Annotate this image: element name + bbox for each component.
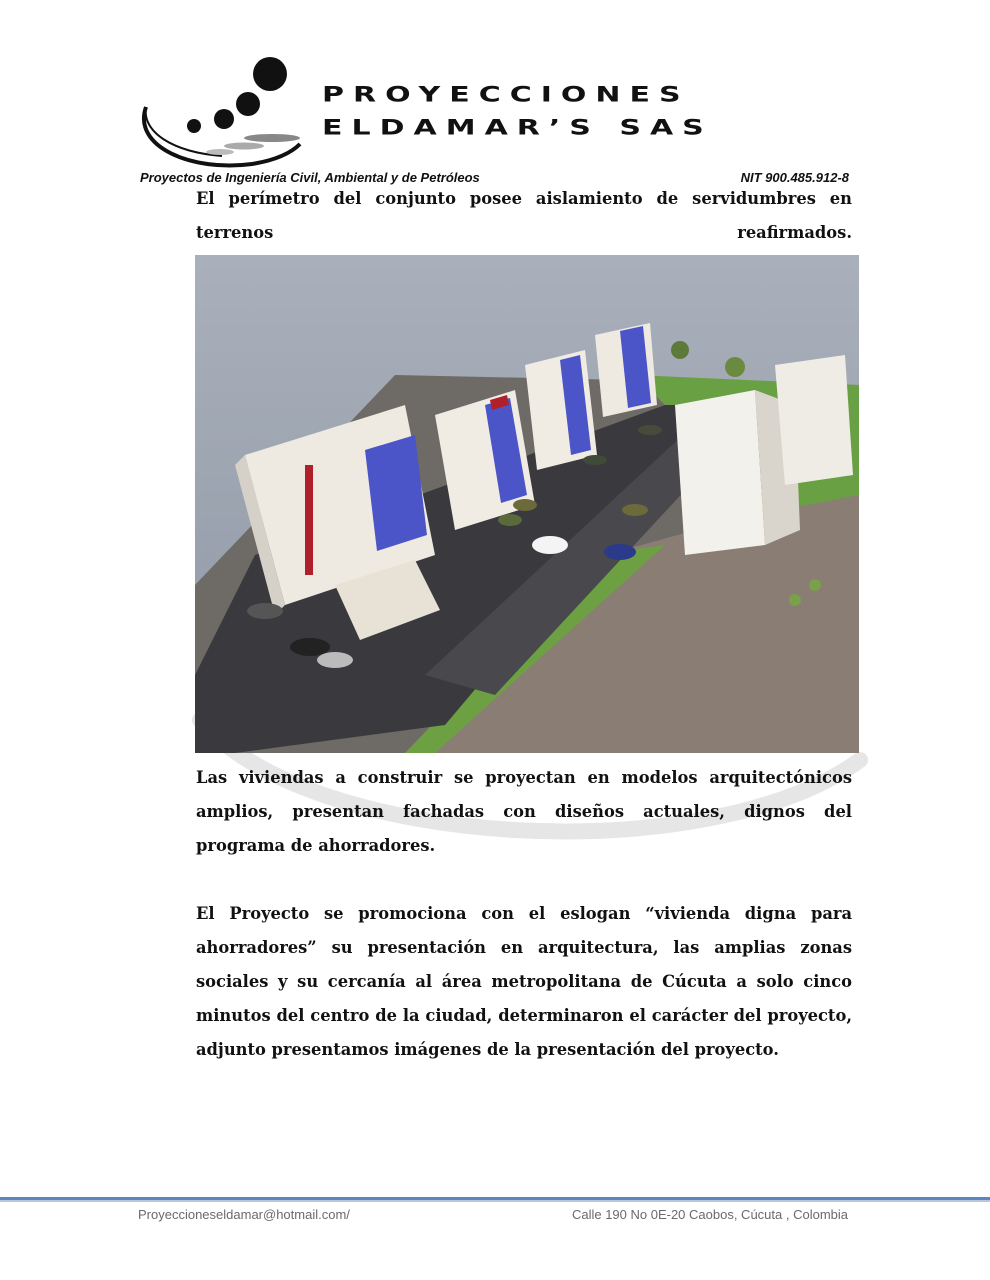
project-render-image bbox=[195, 255, 859, 753]
paragraph-2: Las viviendas a construir se proyectan en modelos arquitectónicos amplios, presentan fachadas con diseños actuales, dignos del programa de ahorradores. bbox=[196, 768, 852, 855]
paragraph-3: El Proyecto se promociona con el eslogan “vivienda digna para ahorradores” su presentación en arquitectura, las amplias zonas sociales y su cercanía al área metropolitana de Cúcuta a solo cinco minutos del centro de la ciudad, determinaron el carácter del proyecto, adjunto presentamos imágenes de la presentación del proyecto. bbox=[196, 904, 852, 1059]
company-name-line-1: PROYECCIONES bbox=[322, 81, 690, 108]
company-name-line-2: ELDAMAR’S SAS bbox=[322, 114, 713, 141]
header-tagline: Proyectos de Ingeniería Civil, Ambiental y de Petróleos bbox=[140, 170, 480, 185]
footer-email: Proyeccioneseldamar@hotmail.com/ bbox=[138, 1207, 350, 1222]
header-nit: NIT 900.485.912-8 bbox=[740, 170, 849, 185]
paragraph-1-line-2: terrenos reafirmados. bbox=[196, 223, 852, 242]
footer-address: Calle 190 No 0E-20 Caobos, Cúcuta , Colombia bbox=[571, 1207, 848, 1222]
footer-divider-shadow bbox=[0, 1200, 990, 1202]
company-logo bbox=[132, 52, 312, 172]
paragraph-1-line-1: El perímetro del conjunto posee aislamiento de servidumbres en bbox=[196, 189, 852, 208]
